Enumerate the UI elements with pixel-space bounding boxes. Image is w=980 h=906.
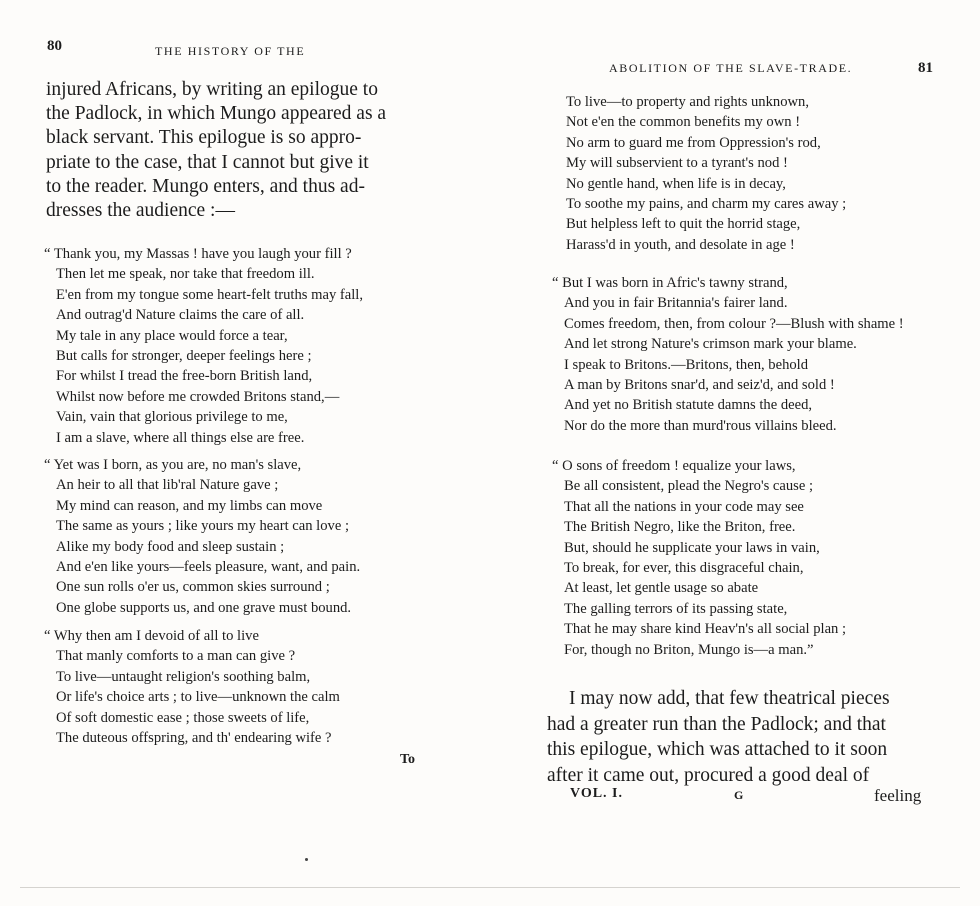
verse-line: Comes freedom, then, from colour ?—Blush with shame !: [564, 315, 904, 332]
signature-label: VOL. I.: [570, 786, 624, 801]
verse-line: I am a slave, where all things else are free.: [56, 429, 305, 446]
verse-line: Alike my body food and sleep sustain ;: [56, 538, 285, 555]
prose-line: black servant. This epilogue is so appro-: [46, 127, 362, 149]
verse-line: Harass'd in youth, and desolate in age !: [566, 236, 795, 253]
signature-mark: G: [734, 788, 745, 802]
verse-line: That he may share kind Heav'n's all social plan ;: [564, 621, 847, 638]
verse-line: For, though no Briton, Mungo is—a man.”: [564, 641, 814, 658]
verse-line: My mind can reason, and my limbs can move: [56, 497, 323, 514]
prose-line: had a greater run than the Padlock; and that: [547, 713, 886, 735]
scan-edge-right: [460, 887, 960, 888]
verse-line: I speak to Britons.—Britons, then, behold: [564, 356, 809, 373]
verse-line: And let strong Nature's crimson mark your blame.: [564, 336, 857, 353]
verse-line: No arm to guard me from Oppression's rod,: [566, 134, 821, 151]
verse-line: The galling terrors of its passing state,: [564, 600, 788, 617]
right-stanza-2: [552, 273, 904, 436]
right-stanza-1: [554, 92, 846, 255]
print-speck: [305, 858, 308, 861]
page-number-right: 81: [918, 60, 933, 76]
verse-line: Whilst now before me crowded Britons stand,—: [56, 388, 340, 405]
prose-line: dresses the audience :—: [46, 200, 235, 222]
right-page: [490, 0, 980, 906]
catchword-right: feeling: [874, 786, 922, 805]
verse-line: To live—to property and rights unknown,: [566, 94, 809, 110]
verse-line: For whilst I tread the free-born British land,: [56, 368, 313, 385]
running-head-left: THE HISTORY OF THE: [155, 44, 306, 58]
verse-line: But calls for stronger, deeper feelings here ;: [56, 348, 312, 365]
verse-line: Then let me speak, nor take that freedom ill.: [56, 266, 315, 283]
left-stanza-1: [44, 244, 363, 448]
verse-line: But helpless left to quit the horrid stage,: [566, 216, 801, 233]
verse-line: One globe supports us, and one grave must bound.: [56, 599, 352, 616]
left-stanza-3: [44, 626, 340, 748]
right-stanza-3: [552, 456, 846, 660]
verse-line: My will subservient to a tyrant's nod !: [566, 155, 788, 172]
page-number-left: 80: [47, 38, 62, 54]
verse-line: The duteous offspring, and th' endearing wife ?: [56, 730, 332, 747]
verse-line: Nor do the more than murd'rous villains bleed.: [564, 417, 837, 434]
verse-line: But, should he supplicate your laws in vain,: [564, 539, 820, 556]
verse-line: And e'en like yours—feels pleasure, want, and pain.: [56, 559, 361, 576]
verse-line: The same as yours ; like yours my heart can love ;: [56, 518, 350, 535]
verse-line: “ Thank you, my Massas ! have you laugh your fill ?: [44, 246, 352, 262]
verse-line: The British Negro, like the Briton, free.: [564, 519, 796, 536]
prose-line: I may now add, that few theatrical pieces: [569, 688, 890, 709]
verse-line: And outrag'd Nature claims the care of all.: [56, 307, 305, 324]
verse-line: Or life's choice arts ; to live—unknown the calm: [56, 689, 340, 706]
verse-line: E'en from my tongue some heart-felt truths may fall,: [56, 286, 363, 303]
left-stanza-2: [44, 455, 360, 618]
verse-line: Of soft domestic ease ; those sweets of life,: [56, 709, 310, 726]
prose-line: to the reader. Mungo enters, and thus ad-: [46, 175, 365, 197]
verse-line: Not e'en the common benefits my own !: [566, 114, 801, 131]
verse-line: No gentle hand, when life is in decay,: [566, 175, 786, 192]
prose-line: this epilogue, which was attached to it soon: [547, 739, 888, 760]
catchword-left: To: [400, 752, 416, 767]
scan-edge-left: [20, 887, 460, 888]
verse-line: And yet no British statute damns the deed,: [564, 397, 813, 414]
left-prose: [46, 78, 426, 223]
verse-line: A man by Britons snar'd, and seiz'd, and sold !: [564, 377, 835, 394]
running-head-right: ABOLITION OF THE SLAVE-TRADE.: [609, 61, 853, 75]
verse-line: Be all consistent, plead the Negro's cause ;: [564, 478, 814, 495]
verse-line: And you in fair Britannia's fairer land.: [564, 295, 788, 312]
prose-line: priate to the case, that I cannot but give it: [46, 151, 369, 173]
verse-line: My tale in any place would force a tear,: [56, 327, 288, 344]
verse-line: “ O sons of freedom ! equalize your laws,: [552, 458, 796, 474]
verse-line: To soothe my pains, and charm my cares away ;: [566, 196, 847, 213]
verse-line: To break, for ever, this disgraceful chain,: [564, 560, 804, 577]
verse-line: To live—untaught religion's soothing balm,: [56, 668, 311, 685]
prose-line: after it came out, procured a good deal of: [547, 764, 870, 786]
verse-line: At least, let gentle usage so abate: [564, 580, 759, 597]
right-prose: [547, 686, 937, 788]
verse-line: That all the nations in your code may see: [564, 498, 804, 515]
verse-line: That manly comforts to a man can give ?: [56, 648, 296, 665]
prose-line: the Padlock, in which Mungo appeared as a: [46, 103, 387, 125]
verse-line: An heir to all that lib'ral Nature gave ;: [56, 477, 279, 494]
verse-line: “ But I was born in Afric's tawny strand,: [552, 275, 788, 291]
verse-line: “ Yet was I born, as you are, no man's slave,: [44, 457, 302, 473]
prose-line: injured Africans, by writing an epilogue to: [46, 79, 378, 100]
verse-line: Vain, vain that glorious privilege to me,: [56, 409, 288, 426]
verse-line: One sun rolls o'er us, common skies surround ;: [56, 579, 330, 596]
verse-line: “ Why then am I devoid of all to live: [44, 628, 259, 644]
